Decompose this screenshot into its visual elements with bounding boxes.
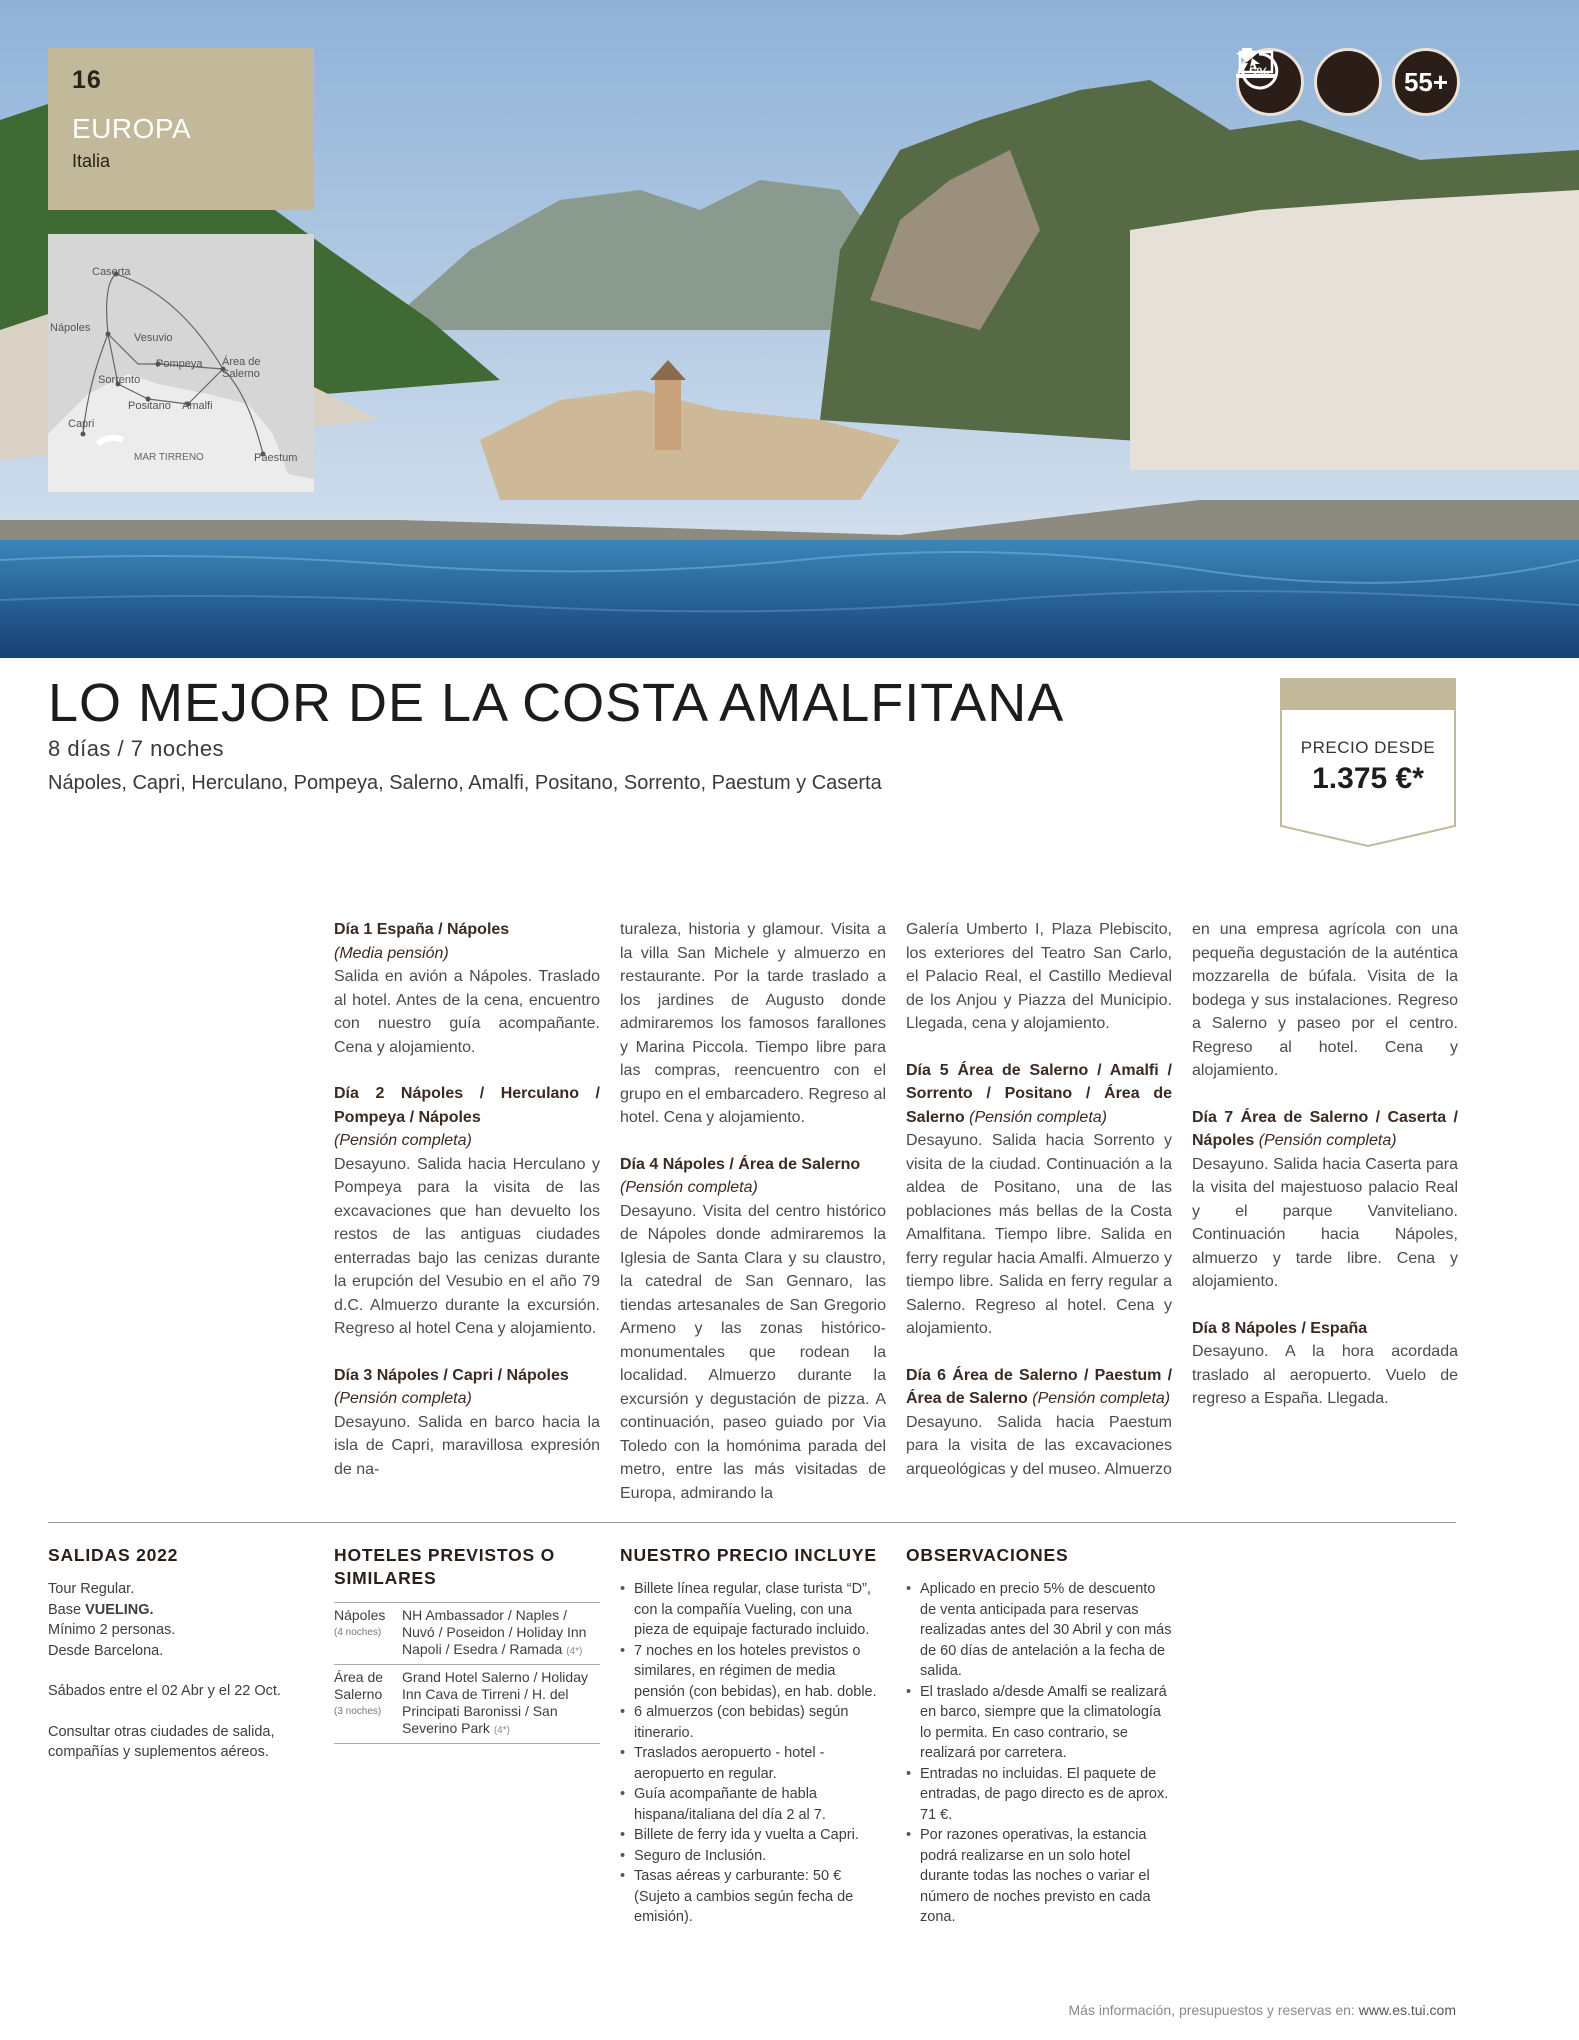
salidas-line (48, 1600, 314, 1621)
day-number: Día 4 (620, 1155, 659, 1173)
list-item: • 7 noches en los hoteles previstos o similares, en régimen de media pensión (con bebidas), en hab. doble. (620, 1641, 886, 1703)
hotel-names: Grand Hotel Salerno / Holiday Inn Cava de Tirreni / H. del Principati Baronissi / San Severino Park (402, 1669, 588, 1736)
day-8 (1192, 1317, 1458, 1411)
list-item: • Traslados aeropuerto - hotel - aeropuerto en regular. (620, 1743, 886, 1784)
list-item: • Seguro de Inclusión. (620, 1846, 886, 1867)
list-item: • Billete de ferry ida y vuelta a Capri. (620, 1825, 886, 1846)
trip-places: Nápoles, Capri, Herculano, Pompeya, Salerno, Amalfi, Positano, Sorrento, Paestum y Caserta (48, 772, 882, 794)
day-text: Desayuno. Salida hacia Herculano y Pompeya para la visita de las excavaciones que han devuelto los restos de las antiguas ciudades enterradas bajo las cenizas durante la erupción del Vesubio en el año 79 d.C. Almuerzo durante la excursión. Regreso al hotel Cena y alojamiento. (334, 1155, 600, 1337)
salidas-line: Sábados entre el 02 Abr y el 22 Oct. (48, 1683, 281, 1699)
senior-55-icon (1392, 48, 1460, 116)
day-route: Área de Salerno / Caserta / Nápoles (1192, 1108, 1459, 1149)
salidas-line: Desde Barcelona. (48, 1642, 164, 1659)
list-item: • 6 almuerzos (con bebidas) según itinerario. (620, 1702, 886, 1743)
map-label-positano: Positano (128, 400, 171, 412)
hero-photo (0, 0, 1579, 658)
footer-text: Más información, presupuestos y reservas en: (1068, 2002, 1359, 2018)
hotel-row (334, 1602, 600, 1664)
day-number: Día 1 (334, 921, 373, 938)
footer (1069, 2002, 1457, 2018)
map-label-sea: MAR TIRRENO (134, 452, 204, 463)
day-2 (334, 1082, 600, 1341)
price-value: 1.375 €* (1312, 762, 1424, 795)
itinerary-column-4 (1192, 918, 1458, 1434)
day-text: Desayuno. Salida hacia Paestum para la visita de las excavaciones arqueológicas y del museo. Almuerzo (906, 1413, 1172, 1478)
hotel-names: NH Ambassador / Naples / Nuvó / Poseidon / Holiday Inn Napoli / Esedra / Ramada (402, 1607, 587, 1657)
map-label-napoles: Nápoles (50, 322, 91, 334)
incluye-list (620, 1579, 886, 1928)
day-pension: (Pensión completa) (334, 1132, 472, 1149)
incluye-heading: NUESTRO PRECIO INCLUYE (620, 1545, 877, 1565)
country-name: Italia (72, 151, 111, 171)
day-number: Día 3 (334, 1366, 373, 1384)
list-item: • Guía acompañante de habla hispana/italiana del día 2 al 7. (620, 1784, 886, 1825)
day-route: España / Nápoles (376, 921, 510, 938)
salidas-airline: VUELING. (85, 1601, 154, 1618)
day-text: Desayuno. Salida en barco hacia la isla de Capri, maravillosa expresión de na- (334, 1413, 600, 1478)
day-route: Nápoles / Capri / Nápoles (376, 1366, 569, 1384)
day-pension: (Pensión completa) (969, 1108, 1107, 1126)
hotel-nights: (4 noches) (334, 1627, 382, 1638)
list-item: • Billete línea regular, clase turista “D”, con la compañía Vueling, con una pieza de equipaje facturado incluido. (620, 1579, 886, 1641)
itinerary-column-2 (620, 918, 886, 1528)
hotel-row (334, 1664, 600, 1744)
day-route: Nápoles / España (1234, 1319, 1368, 1337)
day-6-continued (1192, 918, 1458, 1083)
day-text: Salida en avión a Nápoles. Traslado al hotel. Antes de la cena, encuentro con nuestro guía acompañante. Cena y alojamiento. (334, 968, 600, 1056)
itinerary-column-3 (906, 918, 1172, 1504)
day-pension: (Pensión completa) (620, 1179, 758, 1196)
discount-text: 5% (1248, 64, 1270, 80)
observaciones-heading: OBSERVACIONES (906, 1545, 1069, 1565)
day-route: Área de Salerno / Paestum / Área de Salerno (906, 1366, 1173, 1407)
senior-badge-text: 55+ (1403, 67, 1449, 97)
day-route: Nápoles / Área de Salerno (662, 1155, 861, 1173)
hoteles-heading: HOTELES PREVISTOS O SIMILARES (334, 1545, 556, 1588)
day-text: Galería Umberto I, Plaza Plebiscito, los exteriores del Teatro San Carlo, el Palacio Real, el Castillo Medieval de los Anjou y Piazza del Municipio. Llegada, cena y alojamiento. (906, 921, 1172, 1032)
map-label-caserta: Caserta (92, 266, 131, 278)
salidas-heading: SALIDAS 2022 (48, 1545, 179, 1565)
feature-badges (1236, 48, 1460, 116)
map-label-pompeya: Pompeya (156, 358, 203, 370)
salidas-base: Base (48, 1601, 86, 1618)
day-pension: (Pensión completa) (1258, 1132, 1397, 1149)
trip-duration: 8 días / 7 noches (48, 736, 225, 761)
day-route: Área de Salerno / Amalfi / Sorrento / Positano / Área de Salerno (906, 1061, 1173, 1126)
list-item: • Por razones operativas, la estancia podrá realizarse en un solo hotel durante todas las noches o variar el número de noches previsto en cada zona. (906, 1825, 1172, 1928)
map-label-amalfi: Amalfi (182, 400, 213, 412)
hoteles-section (334, 1544, 600, 1744)
salidas-section (48, 1544, 314, 1763)
day-3 (334, 1364, 600, 1482)
salidas-line: Tour Regular. (48, 1581, 135, 1597)
map-label-salerno: Área de Salerno (222, 356, 261, 380)
day-5 (906, 1059, 1172, 1341)
hotel-city: Área de Salerno (334, 1669, 384, 1702)
hotel-nights: (3 noches) (334, 1706, 382, 1717)
map-label-paestum: Paestum (254, 452, 298, 464)
day-number: Día 5 (906, 1061, 949, 1079)
day-6 (906, 1364, 1172, 1482)
day-text: Desayuno. Salida hacia Caserta para la visita del majestuoso palacio Real y el parque Vanviteliano. Continuación hacia Nápoles, almuerzo y tarde libre. Cena y alojamiento. (1192, 1155, 1458, 1290)
day-text: Desayuno. A la hora acordada traslado al aeropuerto. Vuelo de regreso a España. Llegada. (1192, 1343, 1458, 1407)
day-number: Día 6 (906, 1366, 947, 1384)
observaciones-section (906, 1544, 1172, 1928)
day-number: Día 2 (334, 1085, 385, 1102)
day-number: Día 8 (1192, 1319, 1231, 1337)
map-label-sorrento: Sorrento (98, 374, 141, 386)
day-text: en una empresa agrícola con una pequeña degustación de la auténtica mozzarella de búfala. Visita de la bodega y sus instalaciones. Regreso a Salerno y paseo por el centro. Regreso al hotel. Cena y alojamiento. (1192, 921, 1458, 1079)
salidas-line: Consultar otras ciudades de salida, compañías y suplementos aéreos. (48, 1723, 275, 1760)
page-title: LO MEJOR DE LA COSTA AMALFITANA (48, 673, 1065, 733)
day-pension: (Pensión completa) (334, 1390, 472, 1407)
list-item: • El traslado a/desde Amalfi se realizará en barco, siempre que la climatología lo permita. En caso contrario, se realizará por carretera. (906, 1682, 1172, 1764)
list-item: • Aplicado en precio 5% de descuento de venta anticipada para reservas realizadas antes del 30 Abril y con más de 60 días de antelación a la fecha de salida. (906, 1579, 1172, 1682)
discount-5-icon (1248, 48, 1382, 116)
section-divider (48, 1522, 1456, 1523)
price-label: PRECIO DESDE (1300, 738, 1436, 757)
day-number: Día 7 (1192, 1108, 1234, 1126)
day-pension: (Pensión completa) (1032, 1390, 1171, 1407)
day-route: Nápoles / Herculano / Pompeya / Nápoles (334, 1085, 600, 1126)
incluye-section (620, 1544, 886, 1928)
day-text: Desayuno. Salida hacia Sorrento y visita de la ciudad. Continuación a la aldea de Positano, una de las poblaciones más bellas de la Costa Amalfitana. Tiempo libre. Salida en ferry regular hacia Amalfi. Almuerzo y tiempo libre. Salida en ferry regular a Salerno. Regreso al hotel. Cena y alojamiento. (906, 1132, 1172, 1337)
route-map (48, 234, 314, 492)
list-item: • Tasas aéreas y carburante: 50 € (Sujeto a cambios según fecha de emisión). (620, 1866, 886, 1928)
footer-link[interactable]: www.es.tui.com (1358, 2002, 1456, 2018)
salidas-line: Mínimo 2 personas. (48, 1622, 176, 1638)
destination-label (48, 48, 314, 210)
page-number: 16 (72, 66, 102, 94)
itinerary-column-1 (334, 918, 600, 1504)
list-item: • Entradas no incluidas. El paquete de entradas, de pago directo es de aprox. 71 €. (906, 1764, 1172, 1826)
hotel-city: Nápoles (334, 1607, 386, 1623)
day-text: Desayuno. Visita del centro histórico de Nápoles donde admiraremos la Iglesia de Santa Clara y su claustro, la catedral de San Gennaro, las tiendas artesanales de San Gregorio Armeno y las zonas histórico-monumentales que rodean la localidad. Almuerzo durante la excursión y degustación de pizza. A continuación, paseo guiado por Via Toledo con la homónima parada del metro, entre las más visitadas de Europa, admirando la (620, 1202, 886, 1502)
day-pension: (Media pensión) (334, 944, 449, 962)
day-4 (620, 1153, 886, 1506)
hotel-stars: (4*) (493, 1725, 510, 1736)
hotel-stars: (4*) (566, 1646, 583, 1657)
map-label-vesuvio: Vesuvio (134, 332, 173, 344)
day-1 (334, 918, 600, 1059)
day-4-continued (906, 918, 1172, 1036)
region-name: EUROPA (72, 113, 192, 144)
day-text: turaleza, historia y glamour. Visita a la villa San Michele y almuerzo en restaurante. Por la tarde traslado a los jardines de Augusto donde admiraremos los famosos farallones y Marina Piccola. Tiempo libre para las compras, reencuentro con el grupo en el embarcadero. Regreso al hotel. Cena y alojamiento. (620, 921, 886, 1126)
day-7 (1192, 1106, 1458, 1294)
observaciones-list (906, 1579, 1172, 1928)
map-label-capri: Capri (68, 418, 95, 430)
day-3-continued (620, 918, 886, 1130)
